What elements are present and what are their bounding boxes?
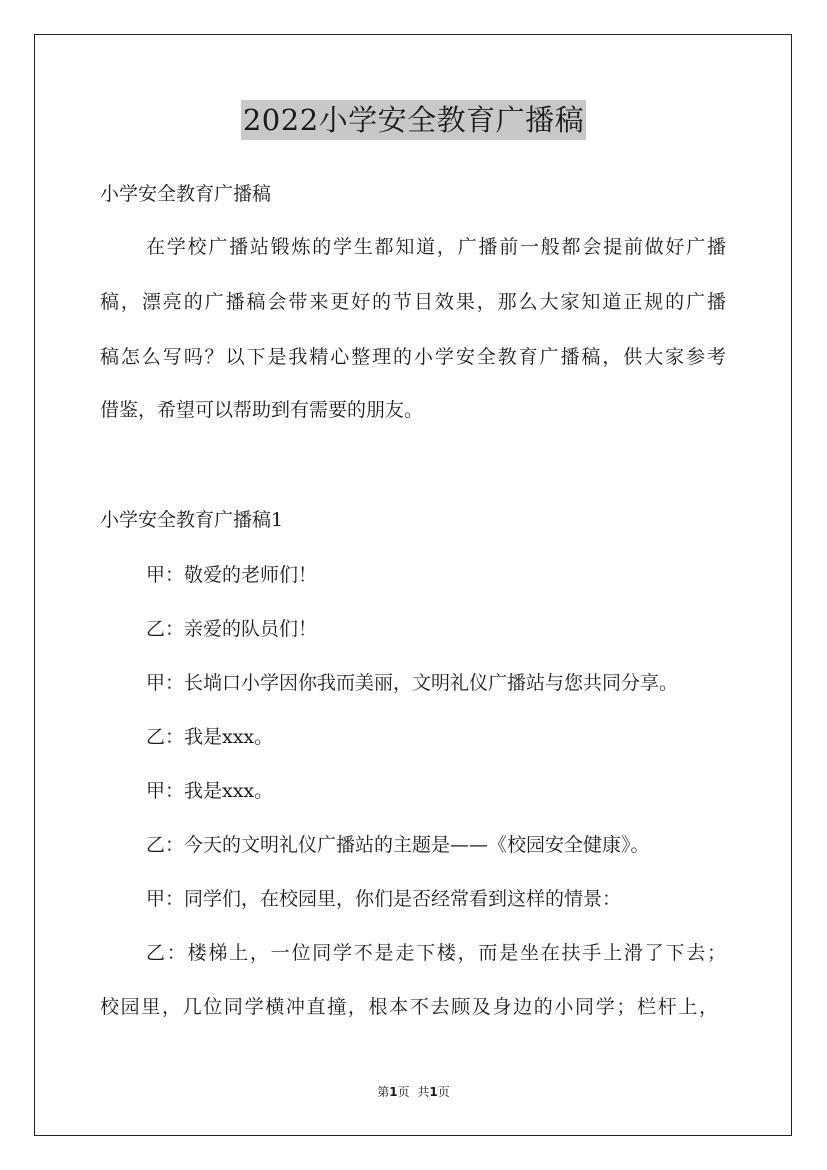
footer-total-prefix: 共: [417, 1085, 430, 1099]
intro-line-1: 在学校广播站锻炼的学生都知道，广播前一般都会提前做好广播: [146, 236, 726, 258]
intro-line-3: 稿怎么写吗？以下是我精心整理的小学安全教育广播稿，供大家参考: [100, 346, 726, 368]
footer-page-prefix: 第: [377, 1085, 390, 1099]
footer-total-suffix: 页: [437, 1085, 450, 1099]
section-heading: 小学安全教育广播稿1: [100, 509, 284, 531]
dialogue-line-2: 乙：亲爱的队员们！: [146, 618, 318, 640]
dialogue-line-7: 甲：同学们，在校园里，你们是否经常看到这样的情景：: [146, 888, 622, 910]
document-title: 2022小学安全教育广播稿: [241, 100, 586, 140]
dialogue-line-6: 乙：今天的文明礼仪广播站的主题是——《校园安全健康》。: [146, 834, 650, 856]
title-container: [0, 100, 827, 140]
dialogue-line-5: 甲：我是xxx。: [146, 780, 274, 802]
footer-page-number: 1: [389, 1085, 398, 1099]
intro-line-4: 借鉴，希望可以帮助到有需要的朋友。: [100, 399, 424, 421]
dialogue-line-8: 乙：楼梯上，一位同学不是走下楼，而是坐在扶手上滑了下去；: [146, 942, 726, 964]
document-subtitle: 小学安全教育广播稿: [100, 183, 272, 205]
page-footer: [0, 1084, 827, 1100]
dialogue-line-4: 乙：我是xxx。: [146, 726, 274, 748]
footer-page-suffix: 页: [397, 1085, 410, 1099]
dialogue-line-1: 甲：敬爱的老师们！: [146, 564, 318, 586]
dialogue-line-3: 甲：长埫口小学因你我而美丽，文明礼仪广播站与您共同分享。: [146, 672, 679, 694]
dialogue-line-9: 校园里，几位同学横冲直撞，根本不去顾及身边的小同学；栏杆上，: [100, 996, 718, 1018]
intro-line-2: 稿，漂亮的广播稿会带来更好的节目效果，那么大家知道正规的广播: [100, 291, 726, 313]
footer-total-number: 1: [429, 1085, 438, 1099]
